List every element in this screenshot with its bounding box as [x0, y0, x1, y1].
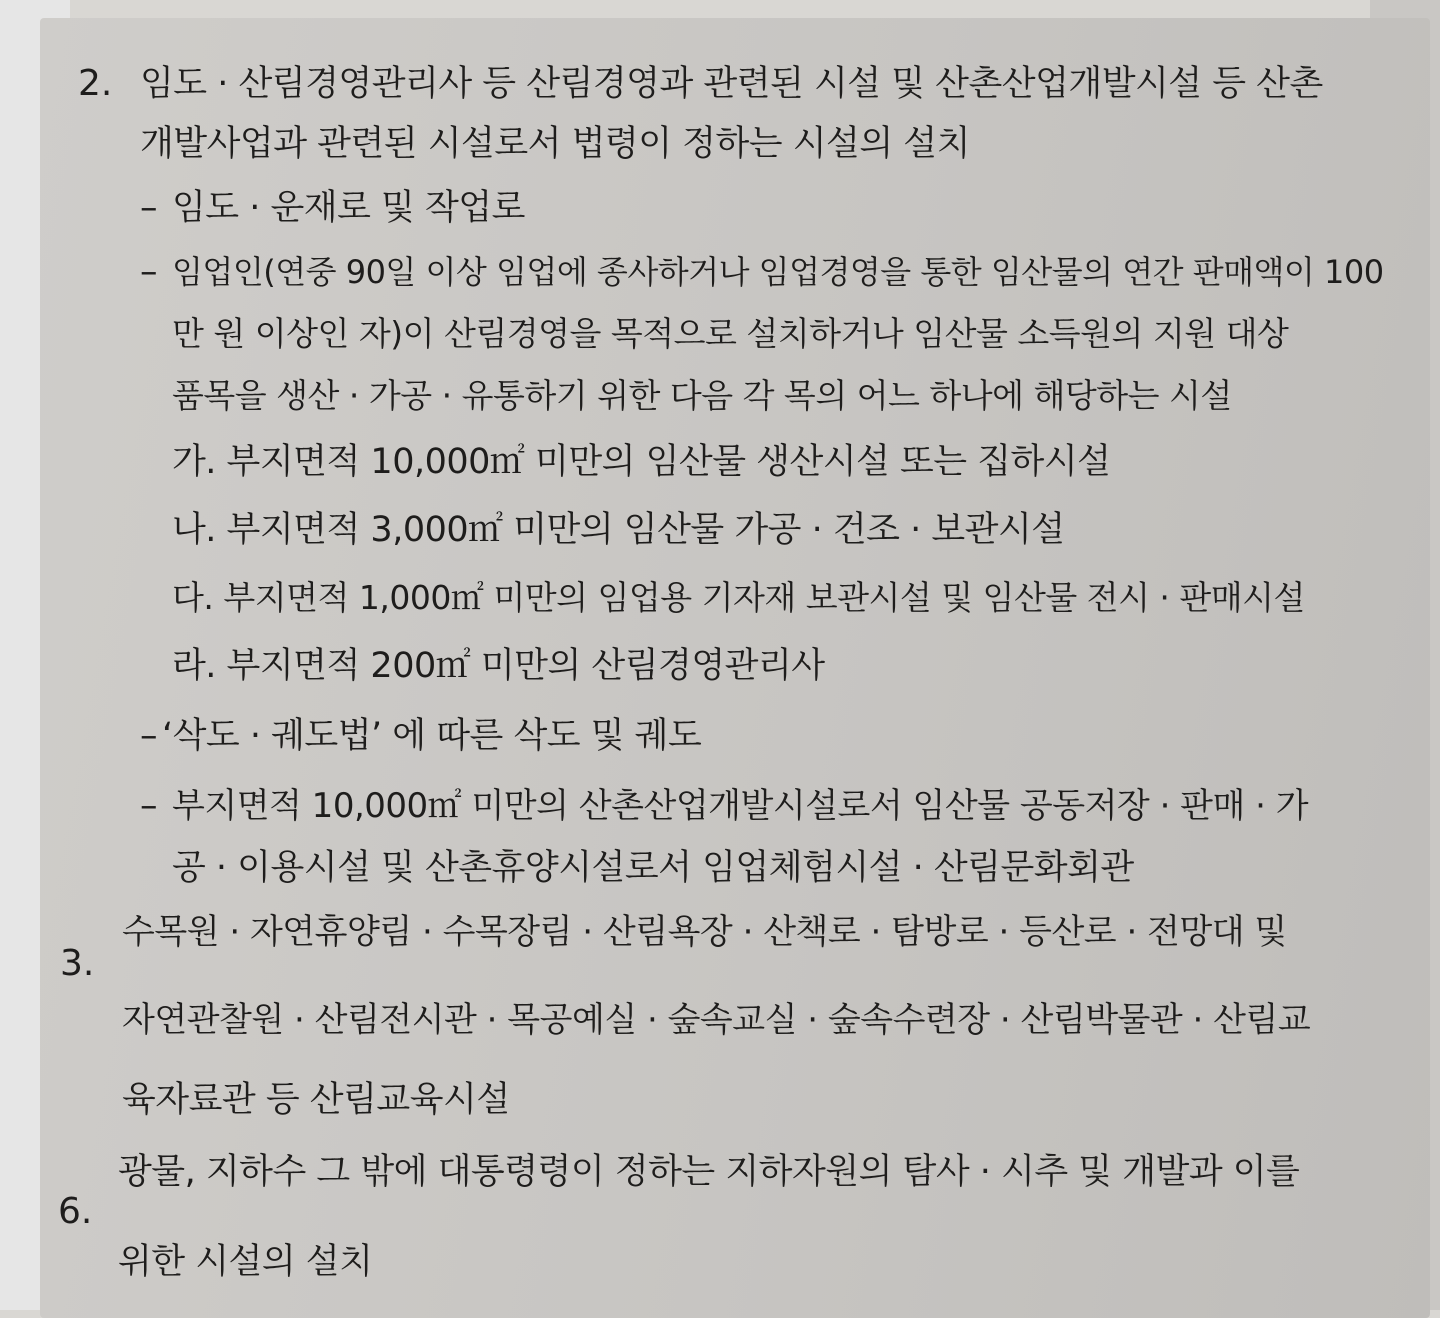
- sub-2-dash: –: [140, 252, 158, 292]
- item-6-line-1: 광물, 지하수 그 밖에 대통령령이 정하는 지하자원의 탐사 · 시추 및 개발과 이를: [118, 1152, 1300, 1192]
- sub-3-dash: –: [140, 716, 158, 756]
- sub-2-line-2: 만 원 이상인 자)이 산림경영을 목적으로 설치하거나 임산물 소득원의 지원 대상: [172, 314, 1289, 353]
- item-3-number: 3.: [60, 943, 95, 984]
- item-3-line-2: 자연관찰원 · 산림전시관 · 목공예실 · 숲속교실 · 숲속수련장 · 산림박물관 · 산림교: [122, 1000, 1311, 1040]
- sub-2-item-ra: 라. 부지면적 200㎡ 미만의 산림경영관리사: [172, 646, 825, 686]
- sub-4-line-2: 공 · 이용시설 및 산촌휴양시설로서 임업체험시설 · 산림문화회관: [172, 848, 1134, 888]
- item-3-line-1: 수목원 · 자연휴양림 · 수목장림 · 산림욕장 · 산책로 · 탐방로 · 등산로 · 전망대 및: [122, 912, 1287, 952]
- item-6-number: 6.: [58, 1191, 93, 1232]
- item-2-line-1: 임도 · 산림경영관리사 등 산림경영과 관련된 시설 및 산촌산업개발시설 등 산촌: [140, 64, 1323, 104]
- sub-3-text: ‘삭도 · 궤도법’ 에 따른 삭도 및 궤도: [162, 716, 702, 756]
- sub-2-line-3: 품목을 생산 · 가공 · 유통하기 위한 다음 각 목의 어느 하나에 해당하는 시설: [172, 376, 1232, 415]
- sub-4-dash: –: [140, 786, 158, 826]
- item-2-number: 2.: [78, 63, 113, 104]
- sub-4-line-1: 부지면적 10,000㎡ 미만의 산촌산업개발시설로서 임산물 공동저장 · 판매 · 가: [172, 786, 1309, 826]
- item-2-line-2: 개발사업과 관련된 시설로서 법령이 정하는 시설의 설치: [140, 124, 970, 164]
- sub-2-item-ga: 가. 부지면적 10,000㎡ 미만의 임산물 생산시설 또는 집하시설: [172, 442, 1111, 482]
- sub-2-item-na: 나. 부지면적 3,000㎡ 미만의 임산물 가공 · 건조 · 보관시설: [172, 510, 1065, 550]
- sub-2-line-1: 임업인(연중 90일 이상 임업에 종사하거나 임업경영을 통한 임산물의 연간 판매액이 100: [172, 253, 1384, 291]
- item-3-line-3: 육자료관 등 산림교육시설: [122, 1080, 510, 1120]
- sub-1-dash: –: [140, 188, 158, 228]
- sub-2-item-da: 다. 부지면적 1,000㎡ 미만의 임업용 기자재 보관시설 및 임산물 전시 · 판매시설: [172, 578, 1305, 617]
- item-6-line-2: 위한 시설의 설치: [118, 1242, 373, 1282]
- sub-1-text: 임도 · 운재로 및 작업로: [172, 188, 525, 228]
